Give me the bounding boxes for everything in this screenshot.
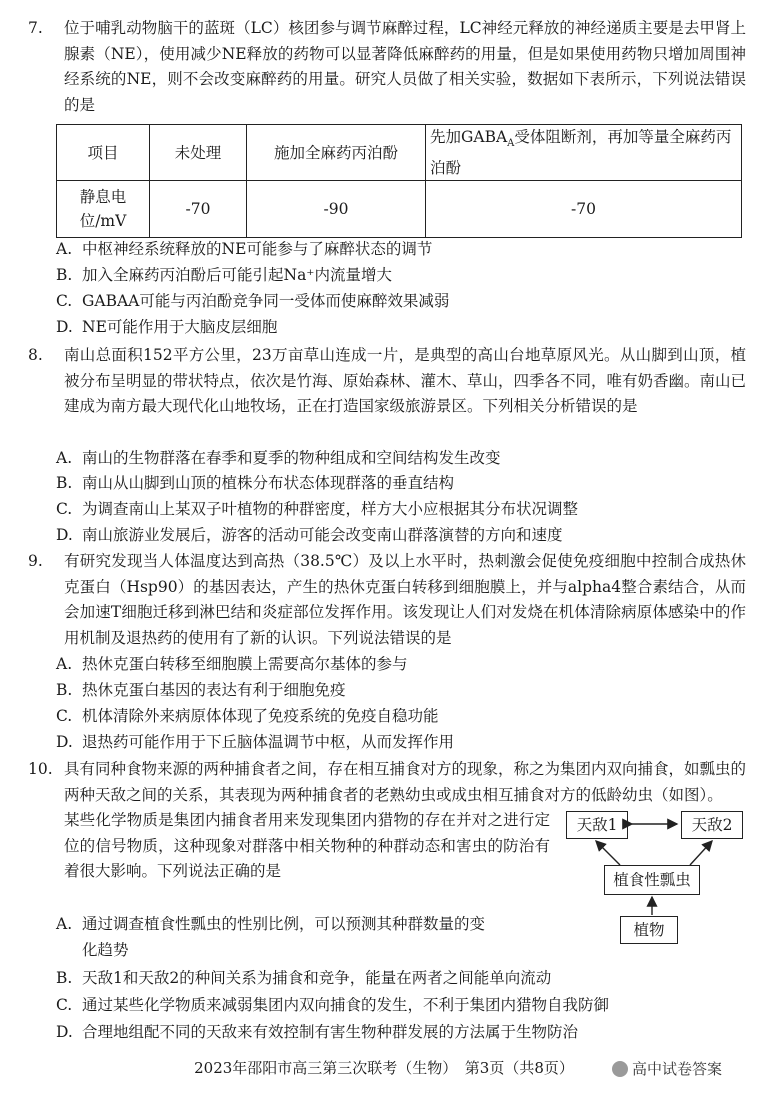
watermark-badge: 高中试卷答案 <box>612 1058 722 1079</box>
question-9 <box>28 549 746 651</box>
wechat-icon <box>612 1061 628 1077</box>
arrow-to-enemy2 <box>690 841 712 865</box>
table-cell: -90 <box>247 181 426 238</box>
data-table <box>56 124 742 238</box>
question-10 <box>28 757 746 808</box>
option-7d: D. NE可能作用于大脑皮层细胞 <box>56 318 278 336</box>
option-8a: A. 南山的生物群落在春季和夏季的物种组成和空间结构发生改变 <box>56 449 501 467</box>
plant-box: 植物 <box>620 916 678 944</box>
question-number: 8. <box>28 346 43 364</box>
question-stem: 南山总面积152平方公里，23万亩草山连成一片，是典型的高山台地草原风光。从山脚到山顶，植被分布呈明显的带状特点，依次是竹海、原始森林、灌木、草山，四季各不同，唯有奶香幽。南山已建成为南方最大现代化山地牧场，正在打造国家级旅游景区。下列相关分析错误的是 <box>64 346 747 415</box>
question-stem: 位于哺乳动物脑干的蓝斑（LC）核团参与调节麻醉过程，LC神经元释放的神经递质主要是去甲肾上腺素（NE），使用减少NE释放的药物可以显著降低麻醉药的用量，但是如果使用药物只增加周围神经系统的NE，则不会改变麻醉药的用量。研究人员做了相关实验，数据如下表所示，下列说法错误的是 <box>64 19 746 114</box>
option-10a: A. 通过调查植食性瓢虫的性别比例，可以预测其种群数量的变 <box>56 915 486 933</box>
enemy2-box: 天敌2 <box>681 811 743 839</box>
option-9d: D. 退热药可能作用于下丘脑体温调节中枢，从而发挥作用 <box>56 733 455 751</box>
option-7b: B. 加入全麻药丙泊酚后可能引起Na⁺内流量增大 <box>56 266 392 284</box>
option-8d: D. 南山旅游业发展后，游客的活动可能会改变南山群落演替的方向和速度 <box>56 526 563 544</box>
option-8c: C. 为调查南山上某双子叶植物的种群密度，样方大小应根据其分布状况调整 <box>56 500 579 518</box>
question-stem: 有研究发现当人体温度达到高热（38.5℃）及以上水平时，热刺激会促使免疫细胞中控制合成热休克蛋白（Hsp90）的基因表达，产生的热休克蛋白转移到细胞膜上，并与alpha4整合素结合，从而会加速T细胞迁移到淋巴结和炎症部位发挥作用。该发现让人们对发烧在机体清除病原体感染中的作用机制及退热药的使用有了新的认识。下列说法错误的是 <box>64 552 746 647</box>
enemy1-box: 天敌1 <box>566 811 628 839</box>
question-stem: 具有同种食物来源的两种捕食者之间，存在相互捕食对方的现象，称之为集团内双向捕食，如瓢虫的两种天敌之间的关系，其表现为两种捕食者的老熟幼虫或成虫相互捕食对方的低龄幼虫（如图）。 <box>64 760 747 804</box>
question-number: 9. <box>28 552 43 570</box>
option-9b: B. 热休克蛋白基因的表达有利于细胞免疫 <box>56 681 346 699</box>
arrow-to-enemy1 <box>596 841 620 865</box>
diagram-arrows <box>560 805 750 950</box>
option-7a: A. 中枢神经系统释放的NE可能参与了麻醉状态的调节 <box>56 240 433 258</box>
table-header: 未处理 <box>150 125 247 181</box>
table-header: 项目 <box>57 125 150 181</box>
subscript: A <box>507 138 515 150</box>
question-number: 7. <box>28 19 43 37</box>
question-7 <box>28 16 746 118</box>
row-label: 静息电位/mV <box>57 181 150 238</box>
option-7c: C. GABAA可能与丙泊酚竞争同一受体而使麻醉效果减弱 <box>56 292 450 310</box>
table-header: 施加全麻药丙泊酚 <box>247 125 426 181</box>
option-10a-cont: 化趋势 <box>82 941 129 959</box>
page-footer: 2023年邵阳市高三第三次联考（生物） 第3页（共8页） <box>194 1059 574 1077</box>
option-10b: B. 天敌1和天敌2的种间关系为捕食和竞争，能量在两者之间能单向流动 <box>56 969 552 987</box>
option-10c: C. 通过某些化学物质来减弱集团内双向捕食的发生，不利于集团内猎物自我防御 <box>56 996 610 1014</box>
option-9c: C. 机体清除外来病原体体现了免疫系统的免疫自稳功能 <box>56 707 439 725</box>
option-10d: D. 合理地组配不同的天敌来有效控制有害生物种群发展的方法属于生物防治 <box>56 1023 579 1041</box>
question-8 <box>28 343 746 420</box>
question-10-side-stem: 某些化学物质是集团内捕食者用来发现集团内猎物的存在并对之进行定位的信号物质，这种现象对群落中相关物种的种群动态和害虫的防治有着很大影响。下列说法正确的是 <box>64 811 550 880</box>
table-header: 先加$GABA_A$受体阻断剂，再加等量全麻药丙泊酚 <box>426 125 742 181</box>
option-8b: B. 南山从山脚到山顶的植株分布状态体现群落的垂直结构 <box>56 474 455 492</box>
ladybug-box: 植食性瓢虫 <box>604 865 700 895</box>
question-number: 10. <box>28 760 53 778</box>
table-cell: -70 <box>426 181 742 238</box>
option-9a: A. 热休克蛋白转移至细胞膜上需要高尔基体的参与 <box>56 655 408 673</box>
table-cell: -70 <box>150 181 247 238</box>
